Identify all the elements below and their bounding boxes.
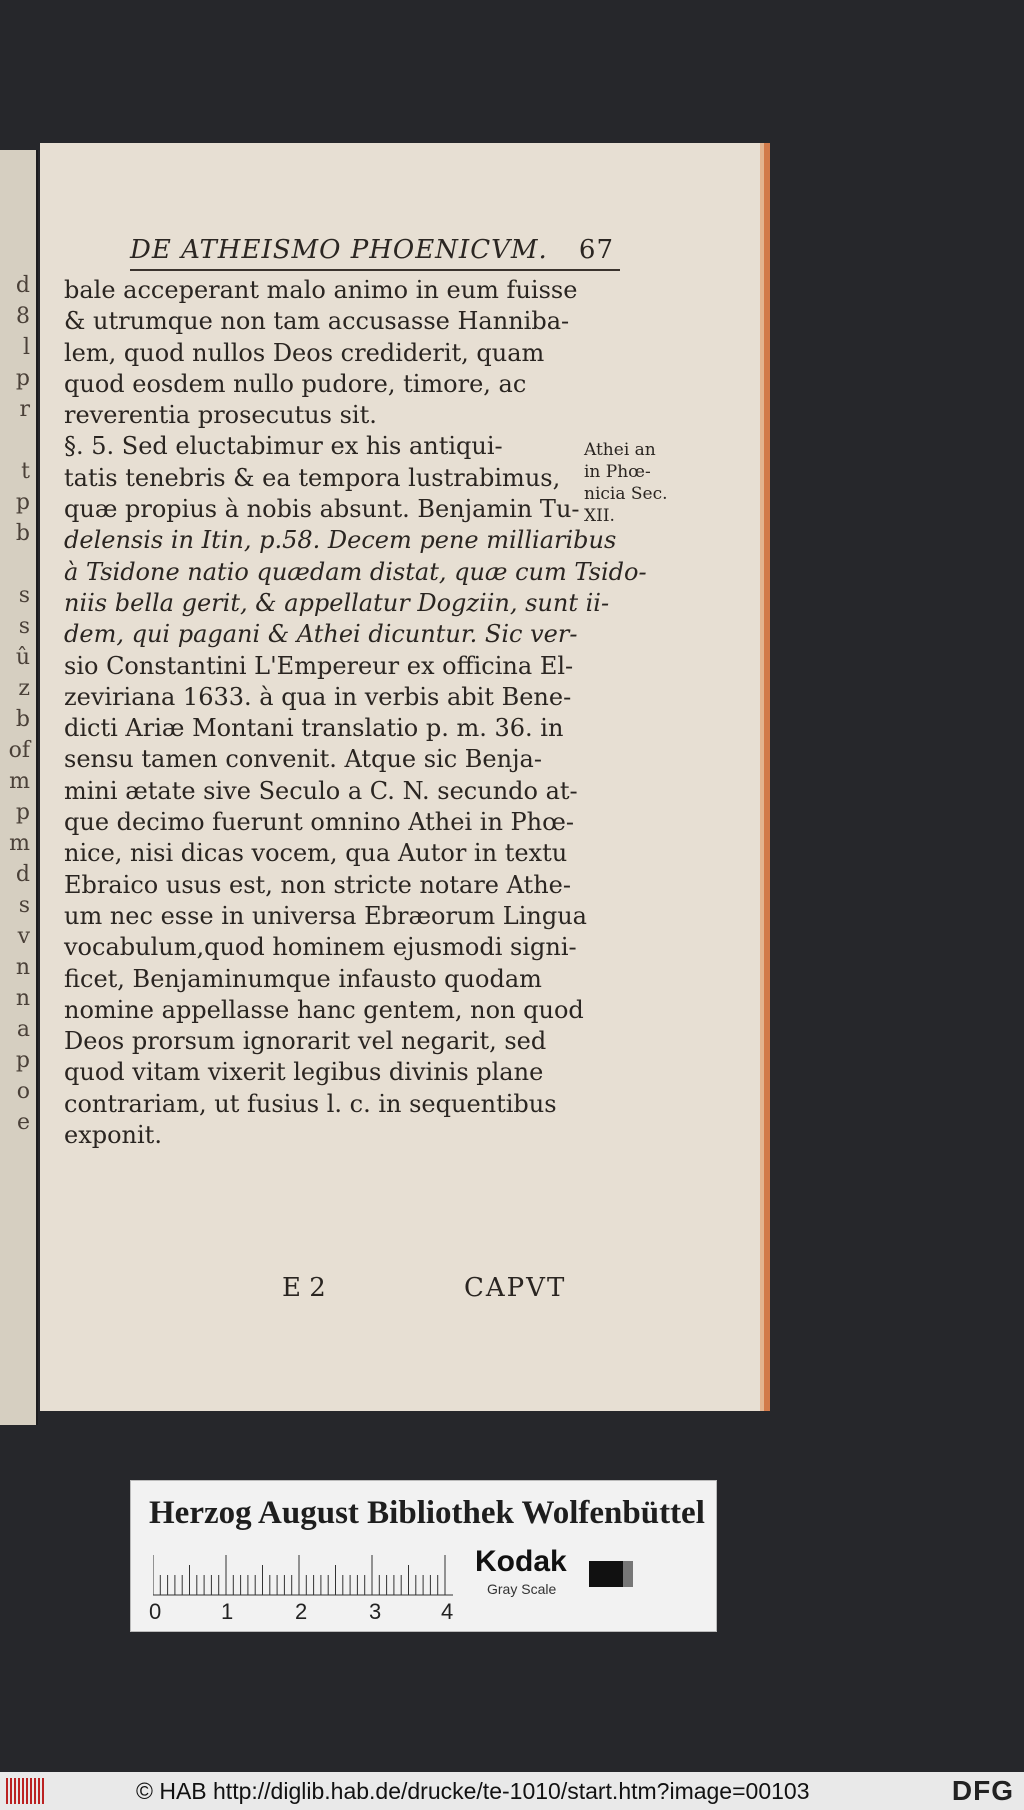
edge-glyph: p — [15, 366, 30, 391]
margin-note-line: XII. — [584, 506, 615, 526]
text-line: §. 5. Sed eluctabimur ex his antiqui- — [64, 432, 503, 461]
edge-glyph — [0, 425, 30, 456]
text-line: exponit. — [64, 1121, 162, 1150]
margin-note — [584, 439, 684, 527]
dfg-logo: DFG — [951, 1775, 1014, 1806]
scale-number: 4 — [441, 1599, 454, 1624]
margin-note-line: in Phœ- — [584, 462, 651, 482]
text-line: sensu tamen convenit. Atque sic Benja- — [64, 745, 542, 774]
edge-glyph: s — [18, 614, 30, 639]
scale-number: 2 — [295, 1599, 308, 1624]
text-line: ficet, Benjaminumque infausto quodam — [64, 964, 542, 993]
facing-page-edge — [0, 150, 38, 1425]
scale-ruler — [149, 1555, 454, 1624]
edge-glyph: t — [21, 459, 30, 484]
page-number: 67 — [578, 235, 614, 265]
gray-scale-label: Gray Scale — [487, 1581, 557, 1597]
source-credit[interactable]: © HAB http://diglib.hab.de/drucke/te-1010/start.htm?image=00103 — [136, 1778, 810, 1804]
scale-number: 3 — [369, 1599, 382, 1624]
kodak-logo: Kodak — [475, 1545, 567, 1578]
catchword: CAPVT — [464, 1273, 567, 1303]
edge-glyph: v — [17, 924, 30, 949]
edge-glyph: d — [15, 862, 30, 887]
edge-glyph: p — [15, 490, 30, 515]
edge-glyph: b — [15, 707, 30, 732]
text-line: niis bella gerit, & appellatur Dogziin, sunt ii- — [64, 588, 610, 617]
text-line: quod vitam vixerit legibus divinis plane — [64, 1058, 544, 1087]
text-line: à Tsidone natio quædam distat, quæ cum Tsido- — [64, 557, 647, 586]
library-name: Herzog August Bibliothek Wolfenbüttel — [149, 1495, 705, 1531]
edge-glyph: z — [18, 676, 30, 701]
edge-glyph: n — [15, 986, 30, 1011]
edge-glyph: o — [16, 1079, 30, 1104]
text-line: mini ætate sive Seculo a C. N. secundo at- — [64, 776, 578, 805]
edge-glyph: a — [16, 1017, 30, 1042]
text-line: quod eosdem nullo pudore, timore, ac — [64, 369, 527, 398]
text-line: quæ propius à nobis absunt. Benjamin Tu- — [64, 495, 580, 524]
edge-glyph: p — [15, 1048, 30, 1073]
edge-glyph: m — [9, 831, 30, 856]
text-line: delensis in Itin, p.58. Decem pene milliaribus — [64, 526, 617, 555]
edge-glyph: p — [15, 800, 30, 825]
text-line: zeviriana 1633. à qua in verbis abit Bene- — [64, 682, 572, 711]
scale-number: 1 — [221, 1599, 234, 1624]
text-line: vocabulum,quod hominem ejusmodi signi- — [64, 933, 577, 962]
text-line: Deos prorsum ignorarit vel negarit, sed — [64, 1027, 547, 1056]
text-line: nice, nisi dicas vocem, qua Autor in textu — [64, 839, 568, 868]
running-head-title: DE ATHEISMO PHOENICVM. — [130, 235, 548, 265]
ruler-ticks — [153, 1555, 453, 1599]
text-line: reverentia prosecutus sit. — [64, 401, 377, 430]
text-line: sio Constantini L'Empereur ex officina El- — [64, 651, 574, 680]
edge-glyph: 8 — [16, 304, 30, 329]
margin-note-line: nicia Sec. — [584, 484, 668, 504]
edge-glyph: e — [16, 1110, 30, 1135]
edge-glyph: l — [22, 335, 30, 360]
signature-mark: E 2 — [282, 1273, 326, 1303]
text-line: um nec esse in universa Ebræorum Lingua — [64, 901, 587, 930]
text-line: contrariam, ut fusius l. c. in sequentibus — [64, 1089, 557, 1118]
edge-glyph: û — [15, 645, 30, 670]
text-line: tatis tenebris & ea tempora lustrabimus, — [64, 463, 561, 492]
edge-glyph: d — [15, 273, 30, 298]
facing-page-glyphs — [0, 270, 30, 1138]
edge-glyph: b — [15, 521, 30, 546]
edge-glyph: s — [18, 583, 30, 608]
running-head — [130, 235, 620, 271]
margin-note-line: Athei an — [584, 440, 656, 460]
text-line: Ebraico usus est, non stricte notare Athe- — [64, 870, 571, 899]
edge-glyph: m — [9, 769, 30, 794]
text-line: dem, qui pagani & Athei dicuntur. Sic ver- — [64, 620, 578, 649]
text-line: bale acceperant malo animo in eum fuisse — [64, 276, 578, 304]
scale-number: 0 — [149, 1599, 162, 1624]
gray-swatch — [589, 1561, 633, 1587]
text-line: dicti Ariæ Montani translatio p. m. 36. in — [64, 714, 564, 743]
edge-glyph — [0, 549, 30, 580]
text-line: & utrumque non tam accusasse Hanniba- — [64, 307, 570, 336]
color-calibration-card — [130, 1480, 717, 1632]
edge-glyph: of — [8, 738, 30, 763]
edge-glyph: r — [19, 397, 30, 422]
book-page — [40, 143, 770, 1411]
footer-bar — [0, 1772, 1024, 1810]
edge-glyph: s — [18, 893, 30, 918]
text-line: nomine appellasse hanc gentem, non quod — [64, 995, 584, 1024]
edge-glyph: n — [15, 955, 30, 980]
text-line: lem, quod nullos Deos crediderit, quam — [64, 338, 545, 367]
barcode-icon — [6, 1778, 46, 1804]
text-line: que decimo fuerunt omnino Athei in Phœ- — [64, 808, 574, 837]
